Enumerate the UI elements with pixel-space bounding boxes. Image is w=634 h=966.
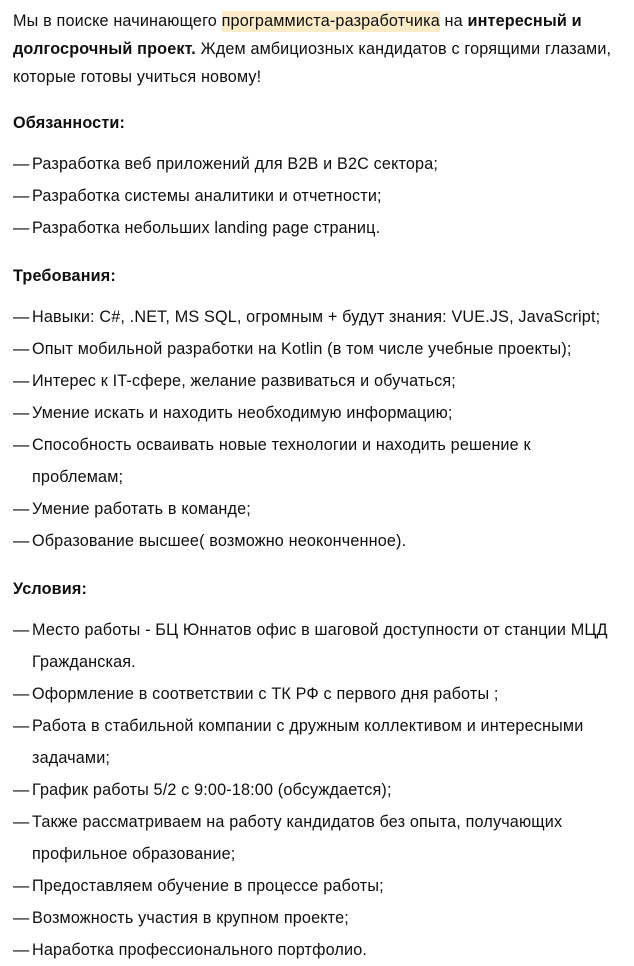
highlighted-role: программиста-разработчика	[221, 12, 440, 30]
section-gap	[13, 244, 620, 264]
section-heading: Обязанности:	[13, 114, 126, 132]
list-item	[13, 180, 620, 212]
list-item-text: Разработка системы аналитики и отчетности;	[32, 187, 382, 205]
em-dash-bullet-icon: —	[13, 436, 30, 454]
em-dash-bullet-icon: —	[13, 155, 30, 173]
list-item	[13, 806, 620, 870]
list-item	[13, 934, 620, 966]
em-dash-bullet-icon: —	[13, 340, 30, 358]
intro-text-part3: Ждем амбициозных кандидатов с горящими глазами, которые готовы учиться новому!	[13, 40, 612, 86]
list-item	[13, 678, 620, 710]
list-item	[13, 365, 620, 397]
em-dash-bullet-icon: —	[13, 941, 30, 959]
list-item	[13, 493, 620, 525]
list-item-text: Умение искать и находить необходимую информацию;	[32, 404, 453, 422]
em-dash-bullet-icon: —	[13, 717, 30, 735]
list-item-text: Образование высшее( возможно неоконченное).	[32, 532, 407, 550]
section-gap	[13, 91, 620, 111]
list-gap	[13, 601, 620, 614]
list-item	[13, 212, 620, 244]
list-item-text: Умение работать в команде;	[32, 500, 251, 518]
em-dash-bullet-icon: —	[13, 909, 30, 927]
em-dash-bullet-icon: —	[13, 308, 30, 326]
section-heading: Требования:	[13, 267, 116, 285]
list-item	[13, 148, 620, 180]
list-item	[13, 774, 620, 806]
em-dash-bullet-icon: —	[13, 877, 30, 895]
section-bullet-list	[13, 301, 620, 557]
sections-container	[13, 91, 620, 966]
em-dash-bullet-icon: —	[13, 781, 30, 799]
list-item-text: Предоставляем обучение в процессе работы;	[32, 877, 384, 895]
em-dash-bullet-icon: —	[13, 532, 30, 550]
list-item	[13, 902, 620, 934]
list-gap	[13, 288, 620, 301]
em-dash-bullet-icon: —	[13, 500, 30, 518]
list-item-text: Навыки: C#, .NET, MS SQL, огромным + будут знания: VUE.JS, JavaScript;	[32, 308, 601, 326]
list-item	[13, 710, 620, 774]
list-item-text: Способность осваивать новые технологии и находить решение к проблемам;	[32, 436, 531, 486]
intro-paragraph	[13, 7, 620, 91]
intro-bold-phrase: интересный и долгосрочный проект.	[13, 12, 582, 58]
section-heading: Условия:	[13, 580, 88, 598]
section-bullet-list	[13, 148, 620, 244]
intro-text-part1: Мы в поиске начинающего	[13, 12, 222, 30]
list-item-text: Работа в стабильной компании с дружным коллективом и интересными задачами;	[32, 717, 584, 767]
section-bullet-list	[13, 614, 620, 966]
em-dash-bullet-icon: —	[13, 813, 30, 831]
em-dash-bullet-icon: —	[13, 187, 30, 205]
list-item-text: Интерес к IT-сфере, желание развиваться и обучаться;	[32, 372, 456, 390]
list-item-text: Опыт мобильной разработки на Kotlin (в том числе учебные проекты);	[32, 340, 572, 358]
list-item	[13, 525, 620, 557]
list-item-text: Оформление в соответствии с ТК РФ с первого дня работы ;	[32, 685, 499, 703]
em-dash-bullet-icon: —	[13, 621, 30, 639]
list-item	[13, 429, 620, 493]
em-dash-bullet-icon: —	[13, 404, 30, 422]
list-item-text: График работы 5/2 с 9:00-18:00 (обсуждается);	[32, 781, 392, 799]
list-item	[13, 301, 620, 333]
list-item-text: Место работы - БЦ Юннатов офис в шаговой доступности от станции МЦД Гражданская.	[32, 621, 608, 671]
intro-text-part2: на	[439, 12, 468, 30]
em-dash-bullet-icon: —	[13, 685, 30, 703]
list-item-text: Наработка профессионального портфолио.	[32, 941, 368, 959]
list-item-text: Разработка веб приложений для B2B и B2C сектора;	[32, 155, 439, 173]
list-gap	[13, 135, 620, 148]
list-item-text: Возможность участия в крупном проекте;	[32, 909, 349, 927]
section-gap	[13, 557, 620, 577]
list-item	[13, 614, 620, 678]
list-item-text: Также рассматриваем на работу кандидатов без опыта, получающих профильное образование;	[32, 813, 563, 863]
list-item	[13, 333, 620, 365]
em-dash-bullet-icon: —	[13, 372, 30, 390]
list-item	[13, 397, 620, 429]
list-item-text: Разработка небольших landing page страниц.	[32, 219, 381, 237]
list-item	[13, 870, 620, 902]
em-dash-bullet-icon: —	[13, 219, 30, 237]
